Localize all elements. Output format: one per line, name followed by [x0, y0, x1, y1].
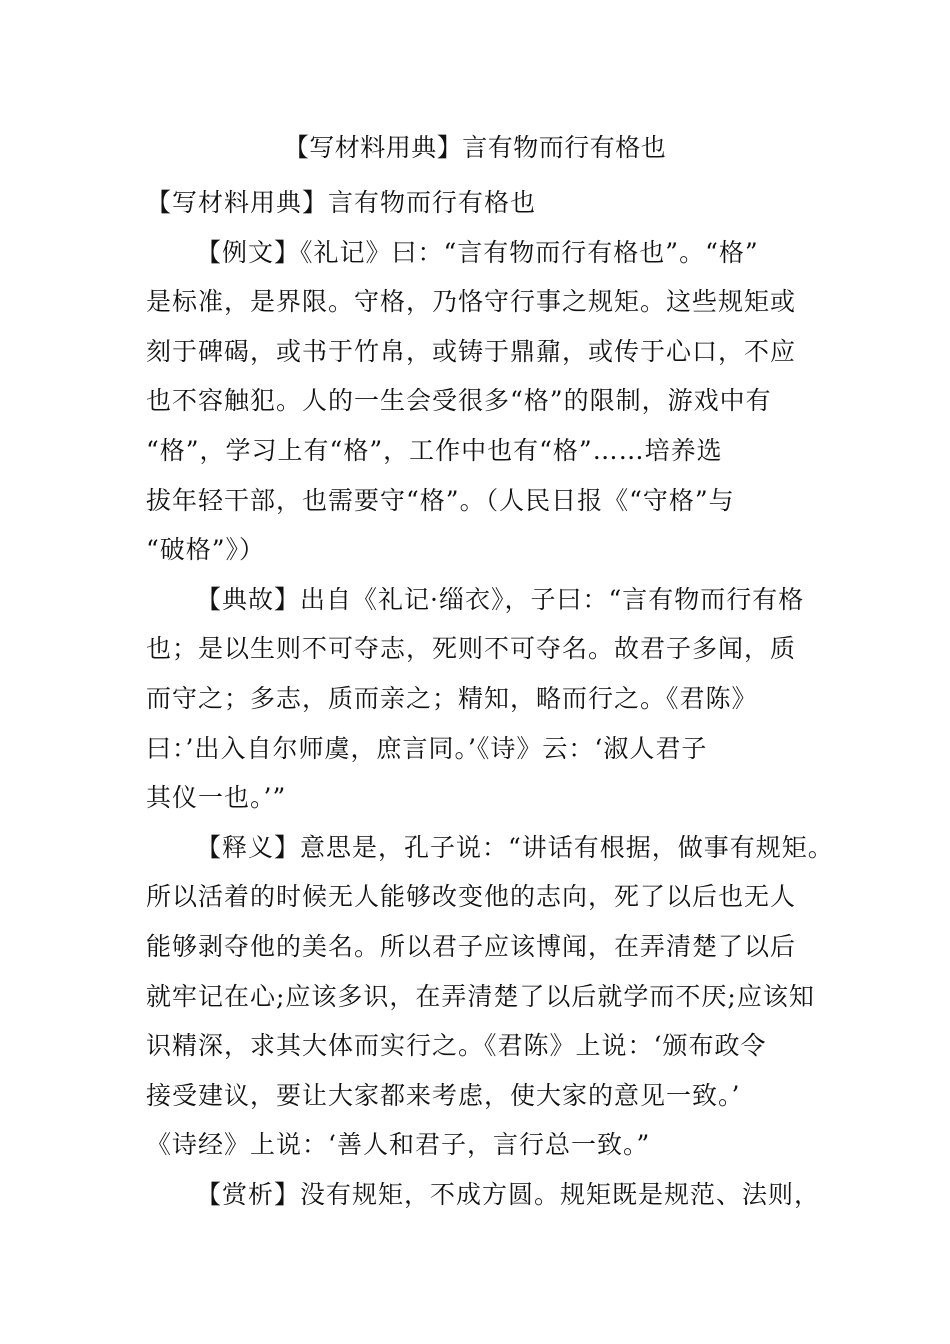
paragraph-appreciation: [146, 1170, 836, 1220]
paragraph-line: 所以活着的时候无人能够改变他的志向，死了以后也无人: [146, 882, 797, 912]
paragraph-line: 曰：’出入自尔师虞，庶言同。’《诗》云：‘淑人君子: [146, 733, 708, 763]
paragraph-line: “格”，学习上有“格”，工作中也有“格”……培养选: [146, 435, 723, 465]
paragraph-line: 也；是以生则不可夺志，死则不可夺名。故君子多闻，质: [146, 634, 797, 664]
paragraph-example: [146, 228, 836, 575]
paragraph-line: 刻于碑碣，或书于竹帛，或铸于鼎鼐，或传于心口，不应: [146, 336, 797, 366]
paragraph-line: 也不容触犯。人的一生会受很多“格”的限制，游戏中有: [146, 386, 772, 416]
paragraph-line: 【赏析】没有规矩，不成方圆。规矩既是规范、法则，: [196, 1179, 821, 1209]
paragraph-line: 【典故】出自《礼记·缁衣》，子曰：“言有物而行有格: [196, 584, 805, 614]
document-body: [146, 178, 836, 1219]
paragraph-line: 识精深，求其大体而实行之。《君陈》上说：‘颁布政令: [146, 1031, 767, 1061]
paragraph-line: 拔年轻干部，也需要守“格”。（人民日报《“守格”与: [146, 485, 735, 515]
paragraph-line: 能够剥夺他的美名。所以君子应该博闻，在弄清楚了以后: [146, 931, 797, 961]
paragraph-line: 其仪一也。’”: [146, 783, 287, 813]
paragraph-line: 就牢记在心;应该多识，在弄清楚了以后就学而不厌;应该知: [146, 981, 815, 1011]
paragraph-line: 【例文】《礼记》曰：“言有物而行有格也”。“格”: [196, 237, 759, 267]
document-title: 【写材料用典】言有物而行有格也: [283, 133, 667, 162]
document-heading: 【写材料用典】言有物而行有格也: [146, 188, 537, 217]
paragraph-line: 接受建议，要让大家都来考虑，使大家的意见一致。’: [146, 1080, 741, 1110]
paragraph-line: 《诗经》上说：‘善人和君子，言行总一致。”: [146, 1130, 651, 1160]
paragraph-allusion: [146, 575, 836, 823]
paragraph-meaning: [146, 823, 836, 1170]
paragraph-line: 而守之；多志，质而亲之；精知，略而行之。《君陈》: [146, 683, 758, 713]
paragraph-line: “破格”》）: [146, 535, 266, 565]
paragraph-line: 是标准，是界限。守格，乃恪守行事之规矩。这些规矩或: [146, 287, 797, 317]
paragraph-line: 【释义】意思是，孔子说：“讲话有根据，做事有规矩。: [196, 832, 834, 862]
